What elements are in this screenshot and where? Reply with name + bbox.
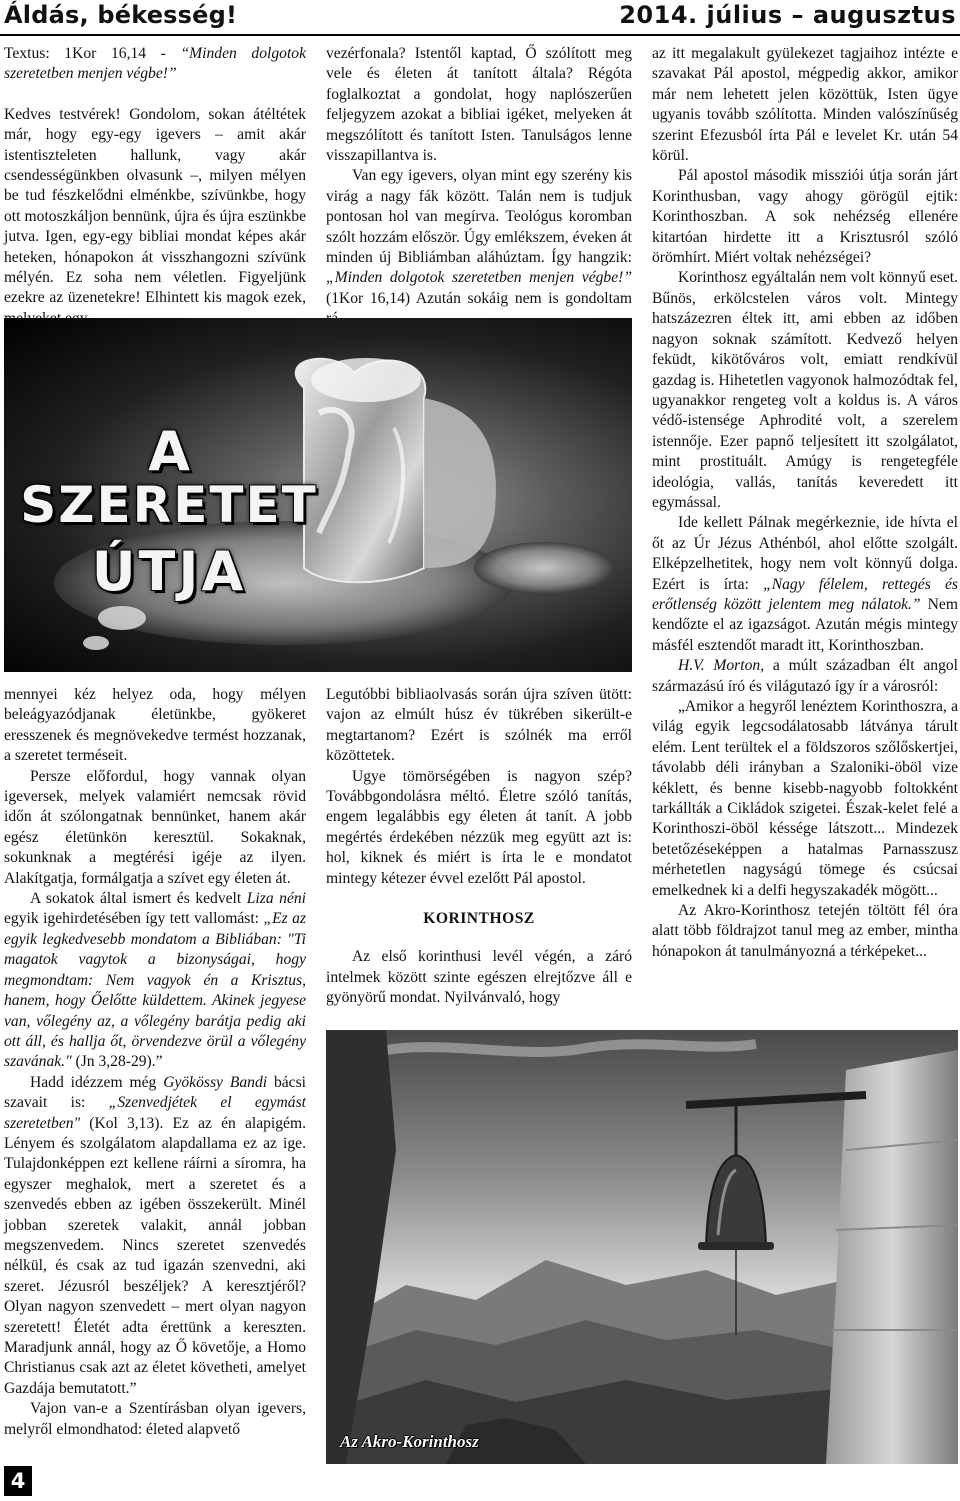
col1b-p3-ref: (Jn 3,28-29).” xyxy=(71,1053,163,1071)
col1b-p3-name: Liza néni xyxy=(246,890,306,908)
col1b-paragraph-1: mennyei kéz helyez oda, hogy mélyen beleágyazódjanak életünkbe, gyökeret eresszenek és megnövekedve termést hozzanak, a szeretet terméseit. xyxy=(4,686,306,765)
col2-p2-ref: (1Kor 16,14) Azután sokáig nem is gondoltam xyxy=(326,289,632,307)
col3-paragraph-6-quote: „Amikor a hegyről lenéztem Korinthoszra, a világ egyik legcsodálatosabb látványa tárult elém. Lent terültek el a földszoros szőlőskertjei, távolabb déli irányban a Szaloniki-öböl vize kéklett, és benne kisebb-nagyobb foltokként tarkállták a Cikládok szigetei. Észak-kelet felé a Korinthoszi-öböl késsége látszott... Mindezek betetőzéseképpen a hatalmas Parnasszusz mérhetetlen nagyságú tömege és csúcsai emelkednek ki a delfi hegyszakadék mögött... xyxy=(652,698,958,899)
col1b-paragraph-4 xyxy=(4,1073,306,1400)
column-2-bottom xyxy=(326,685,632,1009)
col2-paragraph-1: vezérfonala? Istentől kaptad, Ő szólított meg vele és életen át tanított általa? Régóta foglalkoztat a gondolat, hogy naplószerűen feljegyzem azokat a bibliai igéket, melyeken át megszólított és tanított Isten. Tanulságos lenne visszapillantva is. xyxy=(326,45,632,165)
banner-title-line-3: ÚTJA xyxy=(91,540,247,603)
col1b-paragraph-5: Vajon van-e a Szentírásban olyan igevers, melyről elmondhatod: életed alapvető xyxy=(4,1400,306,1438)
col2-p2-quote: „Minden dolgotok szeretetben menjen végbe!” xyxy=(326,269,632,287)
banner-title-line-1: A xyxy=(148,420,190,483)
banner-title-line-2: SZERETET xyxy=(20,476,318,534)
col3-p4-text-2: Nem kendőzte el az igazságot. Azután mégis mintegy másfél esztendőt maradt itt, Korinthoszban. xyxy=(652,595,958,654)
page-number: 4 xyxy=(4,1466,32,1496)
title-banner-image xyxy=(4,318,632,672)
col3-paragraph-1: az itt megalakult gyülekezet tagjaihoz intézte e szavakat Pál apostol, mégpedig akkor, amikor már nem lehetett jelen közöttük, Isten ügye ugyanis tovább szólította. Minden valószínűség szerint Efezusból írta Pál e levelet Kr. után 54 körül. xyxy=(652,45,958,165)
textus-quote: “Minden dolgotok szeretetben menjen végbe!” xyxy=(4,45,306,83)
akrokorinthosz-photo xyxy=(326,1030,958,1464)
col2-p2-text: Van egy igevers, olyan mint egy szerény kis virág a nagy fák között. Talán nem is tudjuk pontosan hol van megírva. Teológus koromban szólt hozzám először. Úgy emlékszem, éveken át minden új Bibliámban aláhúztam. Így hangzik: xyxy=(326,167,632,267)
textus-line xyxy=(4,44,306,85)
col3-p5-author: H.V. Morton xyxy=(678,657,761,675)
col1b-p3-text-2: egyik igehirdetésében így tett vallomást: xyxy=(4,910,264,928)
col3-paragraph-7: Az Akro-Korinthosz tetején töltött fél óra alatt több földrajzot tanul meg az ember, mintha hónapokon át tanulmányozná a térképeket... xyxy=(652,902,958,960)
col1b-p4-text-3: (Kol 3,13). Ez az én alapigém. Lényem és szolgálatom alapdallama ez az ige. Tulajdonképpen ezt kellene ráírni a síromra, ha egyszer meghalok, mert a szeretet és a szenvedés ebben az igében összekerült. Minél jobban szeretek valakit, annál jobban megszenvedem. Nincs szeretet szenvedés nélkül, és csak az tud igazán szenvedni, aki szeret. Jézusról beszéljek? A keresztjéről? Olyan nagyon szenvedett – mert olyan nagyon szeretett! Életét adta érettünk a kereszten. Maradjunk annál, hogy az Ő követője, a Homo Christianus csak azt az életet követheti, amelyet Gazdája bemutatott.” xyxy=(4,1114,306,1397)
col3-p4-text: Ide kellett Pálnak megérkeznie, ide hívta el őt az Úr Jézus Athénból, ahol előtte szolgált. Elképzelhetitek, hogy nem volt könnyű dolga. Ezért is írta: xyxy=(652,514,958,593)
textus-reference: 1Kor 16,14 - xyxy=(49,45,181,62)
col2-paragraph-2 xyxy=(326,166,632,329)
col3-p4-quote: „Nagy félelem, rettegés és erőtlenség között jelentem meg nálatok.” xyxy=(652,575,958,613)
col3-paragraph-2: Pál apostol második missziói útja során járt Korinthusban, vagy ahogy görögül ejtik: Korinthoszban. A sok nehézség ellenére kitartóan hirdette itt a Krisztusról szóló örömhírt. Miért voltak nehézségei? xyxy=(652,167,958,267)
textus-label: Textus: xyxy=(4,45,50,62)
header-rule xyxy=(0,34,960,36)
col1b-p4-name: Gyökössy Bandi xyxy=(163,1073,268,1091)
col1b-p4-text: Hadd idézzem még xyxy=(30,1073,164,1091)
col3-paragraph-4 xyxy=(652,513,958,656)
column-1-top xyxy=(4,44,306,329)
photo-caption: Az Akro-Korinthosz xyxy=(340,1432,479,1451)
header-issue-date: 2014. július – augusztus xyxy=(619,1,956,29)
intro-paragraph: Kedves testvérek! Gondolom, sokan átéltétek már, hogy egy-egy igevers – amit akár istentiszteleten hallunk, vagy akár csendességünkben olvasunk –, milyen mélyen be tud fészkelődni elménkbe, szívünkbe, hogy ott motoszkáljon bennünk, újra és újra eszünkbe jutva. Igen, egy-egy bibliai mondat képes akár heteken, hónapokon át visszhangozni szívünk mélyén. Ez soha nem véletlen. Figyeljünk ezekre az üzenetekre! Elhintett kis magok ezek, xyxy=(4,105,306,307)
col2b-paragraph-3: Az első korinthusi levél végén, a záró intelmek között szinte egészen elrejtőzve áll e gyönyörű mondat. Nyilvánvaló, hogy xyxy=(326,948,632,1007)
header-greeting: Áldás, békesség! xyxy=(4,1,238,29)
column-2-top xyxy=(326,44,632,330)
col1b-p3-quote: „Ez az egyik legkedvesebb mondatom a Bibliában: "Ti magatok vagytok a bizonyságai, hogy megmondtam: Nem vagyok én a Krisztus, hanem, hogy Őelőtte küldettem. Akinek jegyese van, vőlegény az, a vőlegény barátja pedig aki ott áll, és hallja őt, örvendezve örül a vőlegény szavának." xyxy=(4,910,307,1071)
col1b-paragraph-2: Persze előfordul, hogy vannak olyan igeversek, melyek valamiért nemcsak rövid időn át szólongatnak bennünket, hanem akár egész életünkön keresztül. Sokaknak, sokunknak a megtérési igéje az ilyen. Alakítgatja, formálgatja a szívet egy életen át. xyxy=(4,767,306,887)
col1b-p3-text: A sokatok által ismert és kedvelt xyxy=(30,890,247,908)
col3-paragraph-5 xyxy=(652,656,958,697)
column-3 xyxy=(652,44,958,962)
bell-landscape-illustration xyxy=(326,1030,958,1464)
column-1-bottom xyxy=(4,685,306,1440)
col1b-paragraph-3 xyxy=(4,889,306,1073)
col2b-paragraph-1: Legutóbbi bibliaolvasás során újra szíven ütött: vajon az elmúlt húsz év tükrében sikerült-e megtartanom? Ezért is szólnék ma erről közöttetek. xyxy=(326,686,632,765)
col1b-p4-quote: „Szenvedjétek el egymást szeretetben" xyxy=(4,1094,306,1132)
col2b-paragraph-2: Ugye tömörségében is nagyon szép? Továbbgondolásra méltó. Életre szóló tanítás, engem legalábbis egy életen át tanít. A jobb megértés érdekében nézzük meg együtt azt is: hol, kiknek és miért is írta le e mondatot mintegy kétezer évvel ezelőtt Pál apostol. xyxy=(326,767,632,887)
col3-p5-text: , a múlt században élt angol származású író és világutazó így ír a városról: xyxy=(652,657,958,695)
col3-paragraph-3: Korinthosz egyáltalán nem volt könnyű eset. Bűnös, erkölcstelen város volt. Mintegy hatszázezren éltek itt, ami ebben az időben nagyon soknak számított. Kedvező helyen feküdt, kikötőváros volt, emiatt rendkívül gazdag is. Hihetetlen vagyonok halmozódtak fel, ugyanakkor rengeteg volt a koldus is. A város védő-istensége Aphrodité volt, a szerelem istennője. Ezer papnő teljesített itt szolgálatot, mint prostituált. Amúgy is rengetegféle ideológia, vallás, tanítás keveredett itt egymással. xyxy=(652,269,958,511)
col1b-p4-text-2: bácsi szavait is: xyxy=(4,1073,307,1112)
page-header xyxy=(0,0,960,34)
section-heading-korinthosz: KORINTHOSZ xyxy=(423,910,535,928)
